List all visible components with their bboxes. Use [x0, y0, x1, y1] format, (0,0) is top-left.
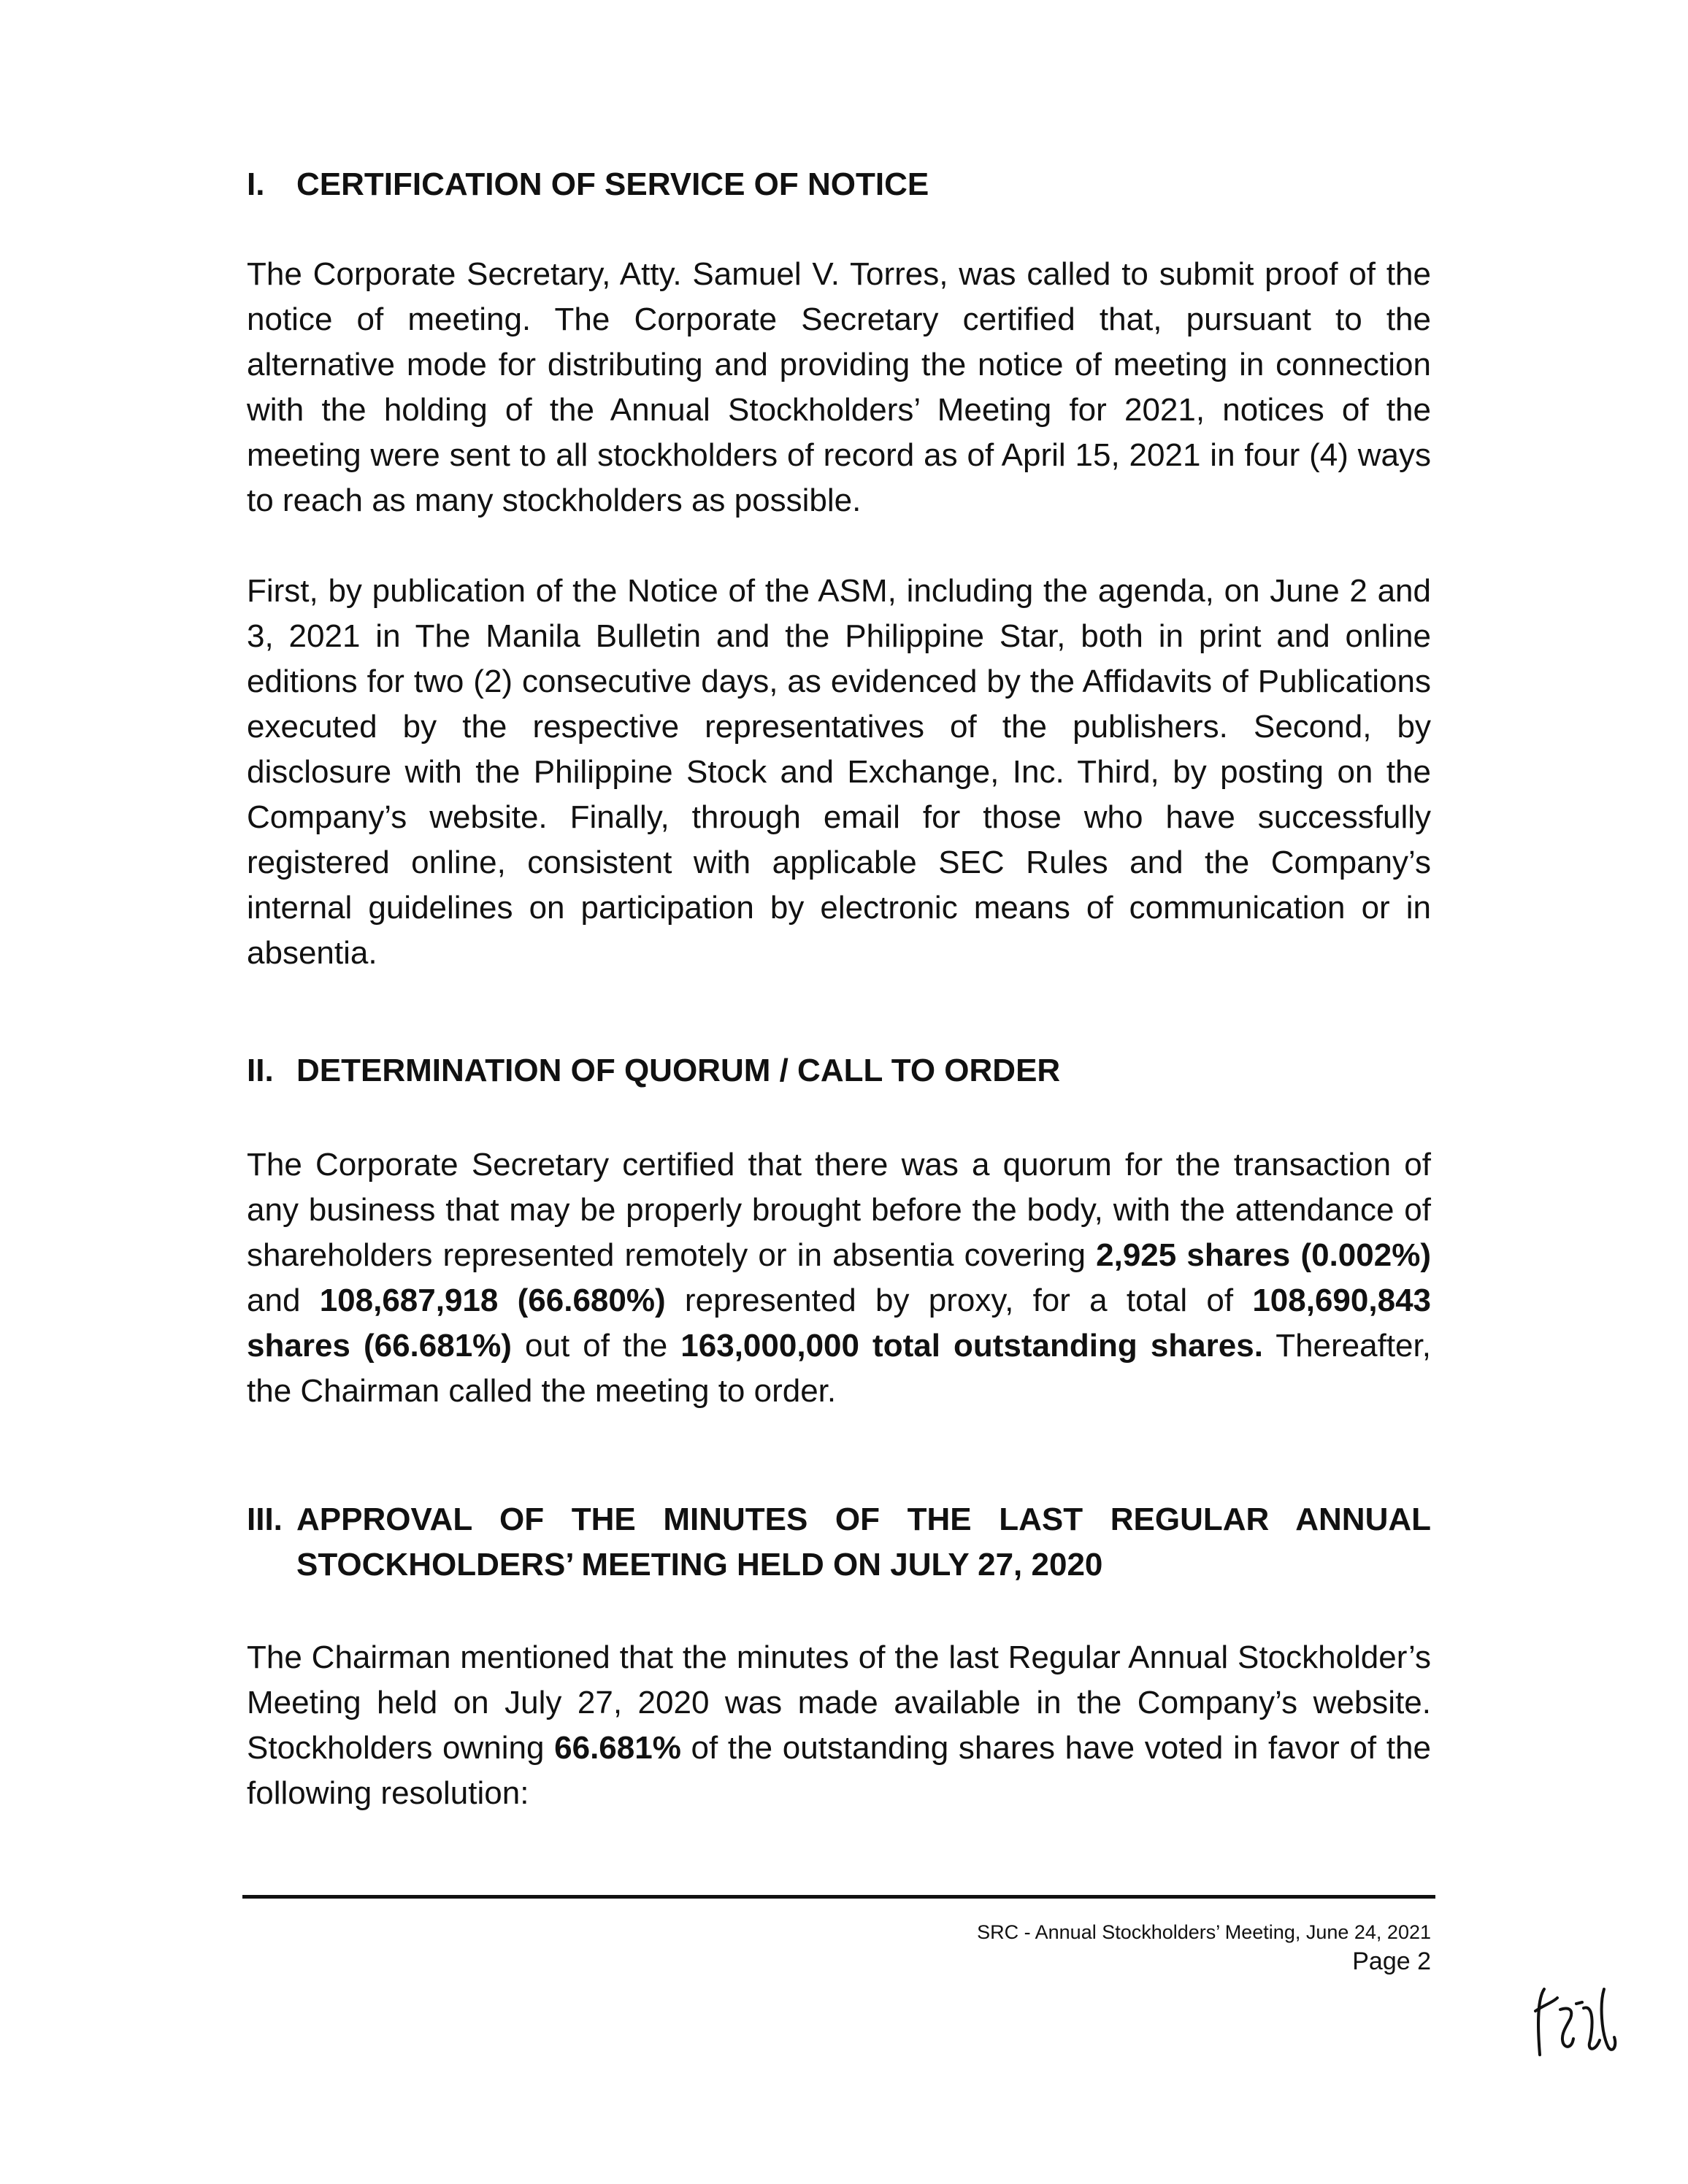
quorum-text-2: and	[247, 1283, 320, 1318]
handwritten-initials	[1522, 1967, 1624, 2069]
quorum-text-3: represented by proxy, for a total of	[665, 1283, 1253, 1318]
approval-percentage: 66.681%	[554, 1730, 681, 1766]
paragraph-notice-proof: The Corporate Secretary, Atty. Samuel V. Torres, was called to submit proof of the notice of meeting. The Corporate Secretary certified that, pursuant to the alternative mode for distributing and providing the notice of meeting in connection with the holding of the Annual Stockholders’ Meeting for 2021, notices of the meeting were sent to all stockholders of record as of April 15, 2021 in four (4) ways to reach as many stockholders as possible.	[247, 256, 1431, 518]
section-number-1: I.	[247, 166, 265, 202]
quorum-proxy-shares: 108,687,918 (66.680%)	[319, 1283, 666, 1318]
approval-text-2: of the outstanding shares have voted in favor of the following resolution:	[247, 1730, 1431, 1811]
section-heading-3	[247, 1497, 1431, 1588]
approval-text-1: The Chairman mentioned that the minutes of the last Regular Annual Stockholder’s Meeting held on July 27, 2020 was made available in the Company’s website. Stockholders owning	[247, 1639, 1431, 1766]
footer-divider	[242, 1895, 1435, 1899]
section-title-1: CERTIFICATION OF SERVICE OF NOTICE	[296, 166, 929, 202]
paragraph-quorum	[247, 1142, 1431, 1414]
paragraph-minutes-approval	[247, 1635, 1431, 1816]
section-number-3: III.	[247, 1502, 283, 1537]
quorum-outstanding-shares: 163,000,000 total outstanding shares.	[680, 1328, 1263, 1364]
section-title-2: DETERMINATION OF QUORUM / CALL TO ORDER	[296, 1053, 1061, 1088]
quorum-text-1: The Corporate Secretary certified that there was a quorum for the transaction of any business that may be properly brought before the body, with the attendance of shareholders represented remotely or in absentia covering	[247, 1147, 1431, 1273]
quorum-text-5: Thereafter, the Chairman called the meeting to order.	[247, 1328, 1431, 1409]
footer-page-number: Page 2	[1352, 1947, 1431, 1975]
section-heading-1	[247, 162, 1431, 207]
section-title-3: APPROVAL OF THE MINUTES OF THE LAST REGULAR ANNUAL STOCKHOLDERS’ MEETING HELD ON JULY 27, 2020	[296, 1502, 1431, 1583]
quorum-text-4: out of the	[511, 1328, 681, 1364]
quorum-total-shares: 108,690,843 shares (66.681%)	[247, 1283, 1432, 1364]
paragraph-notice-methods: First, by publication of the Notice of the ASM, including the agenda, on June 2 and 3, 2021 in The Manila Bulletin and the Philippine Star, both in print and online editions for two (2) consecutive days, as evidenced by the Affidavits of Publications executed by the respective representatives of the publishers. Second, by disclosure with the Philippine Stock and Exchange, Inc. Third, by posting on the Company’s website. Finally, through email for those who have successfully registered online, consistent with applicable SEC Rules and the Company’s internal guidelines on participation by electronic means of communication or in absentia.	[247, 573, 1431, 971]
section-heading-2	[247, 1048, 1431, 1093]
section-number-2: II.	[247, 1053, 274, 1088]
quorum-remote-shares: 2,925 shares (0.002%)	[1096, 1237, 1431, 1273]
footer-meeting-title: SRC - Annual Stockholders’ Meeting, June 24, 2021	[977, 1921, 1431, 1943]
